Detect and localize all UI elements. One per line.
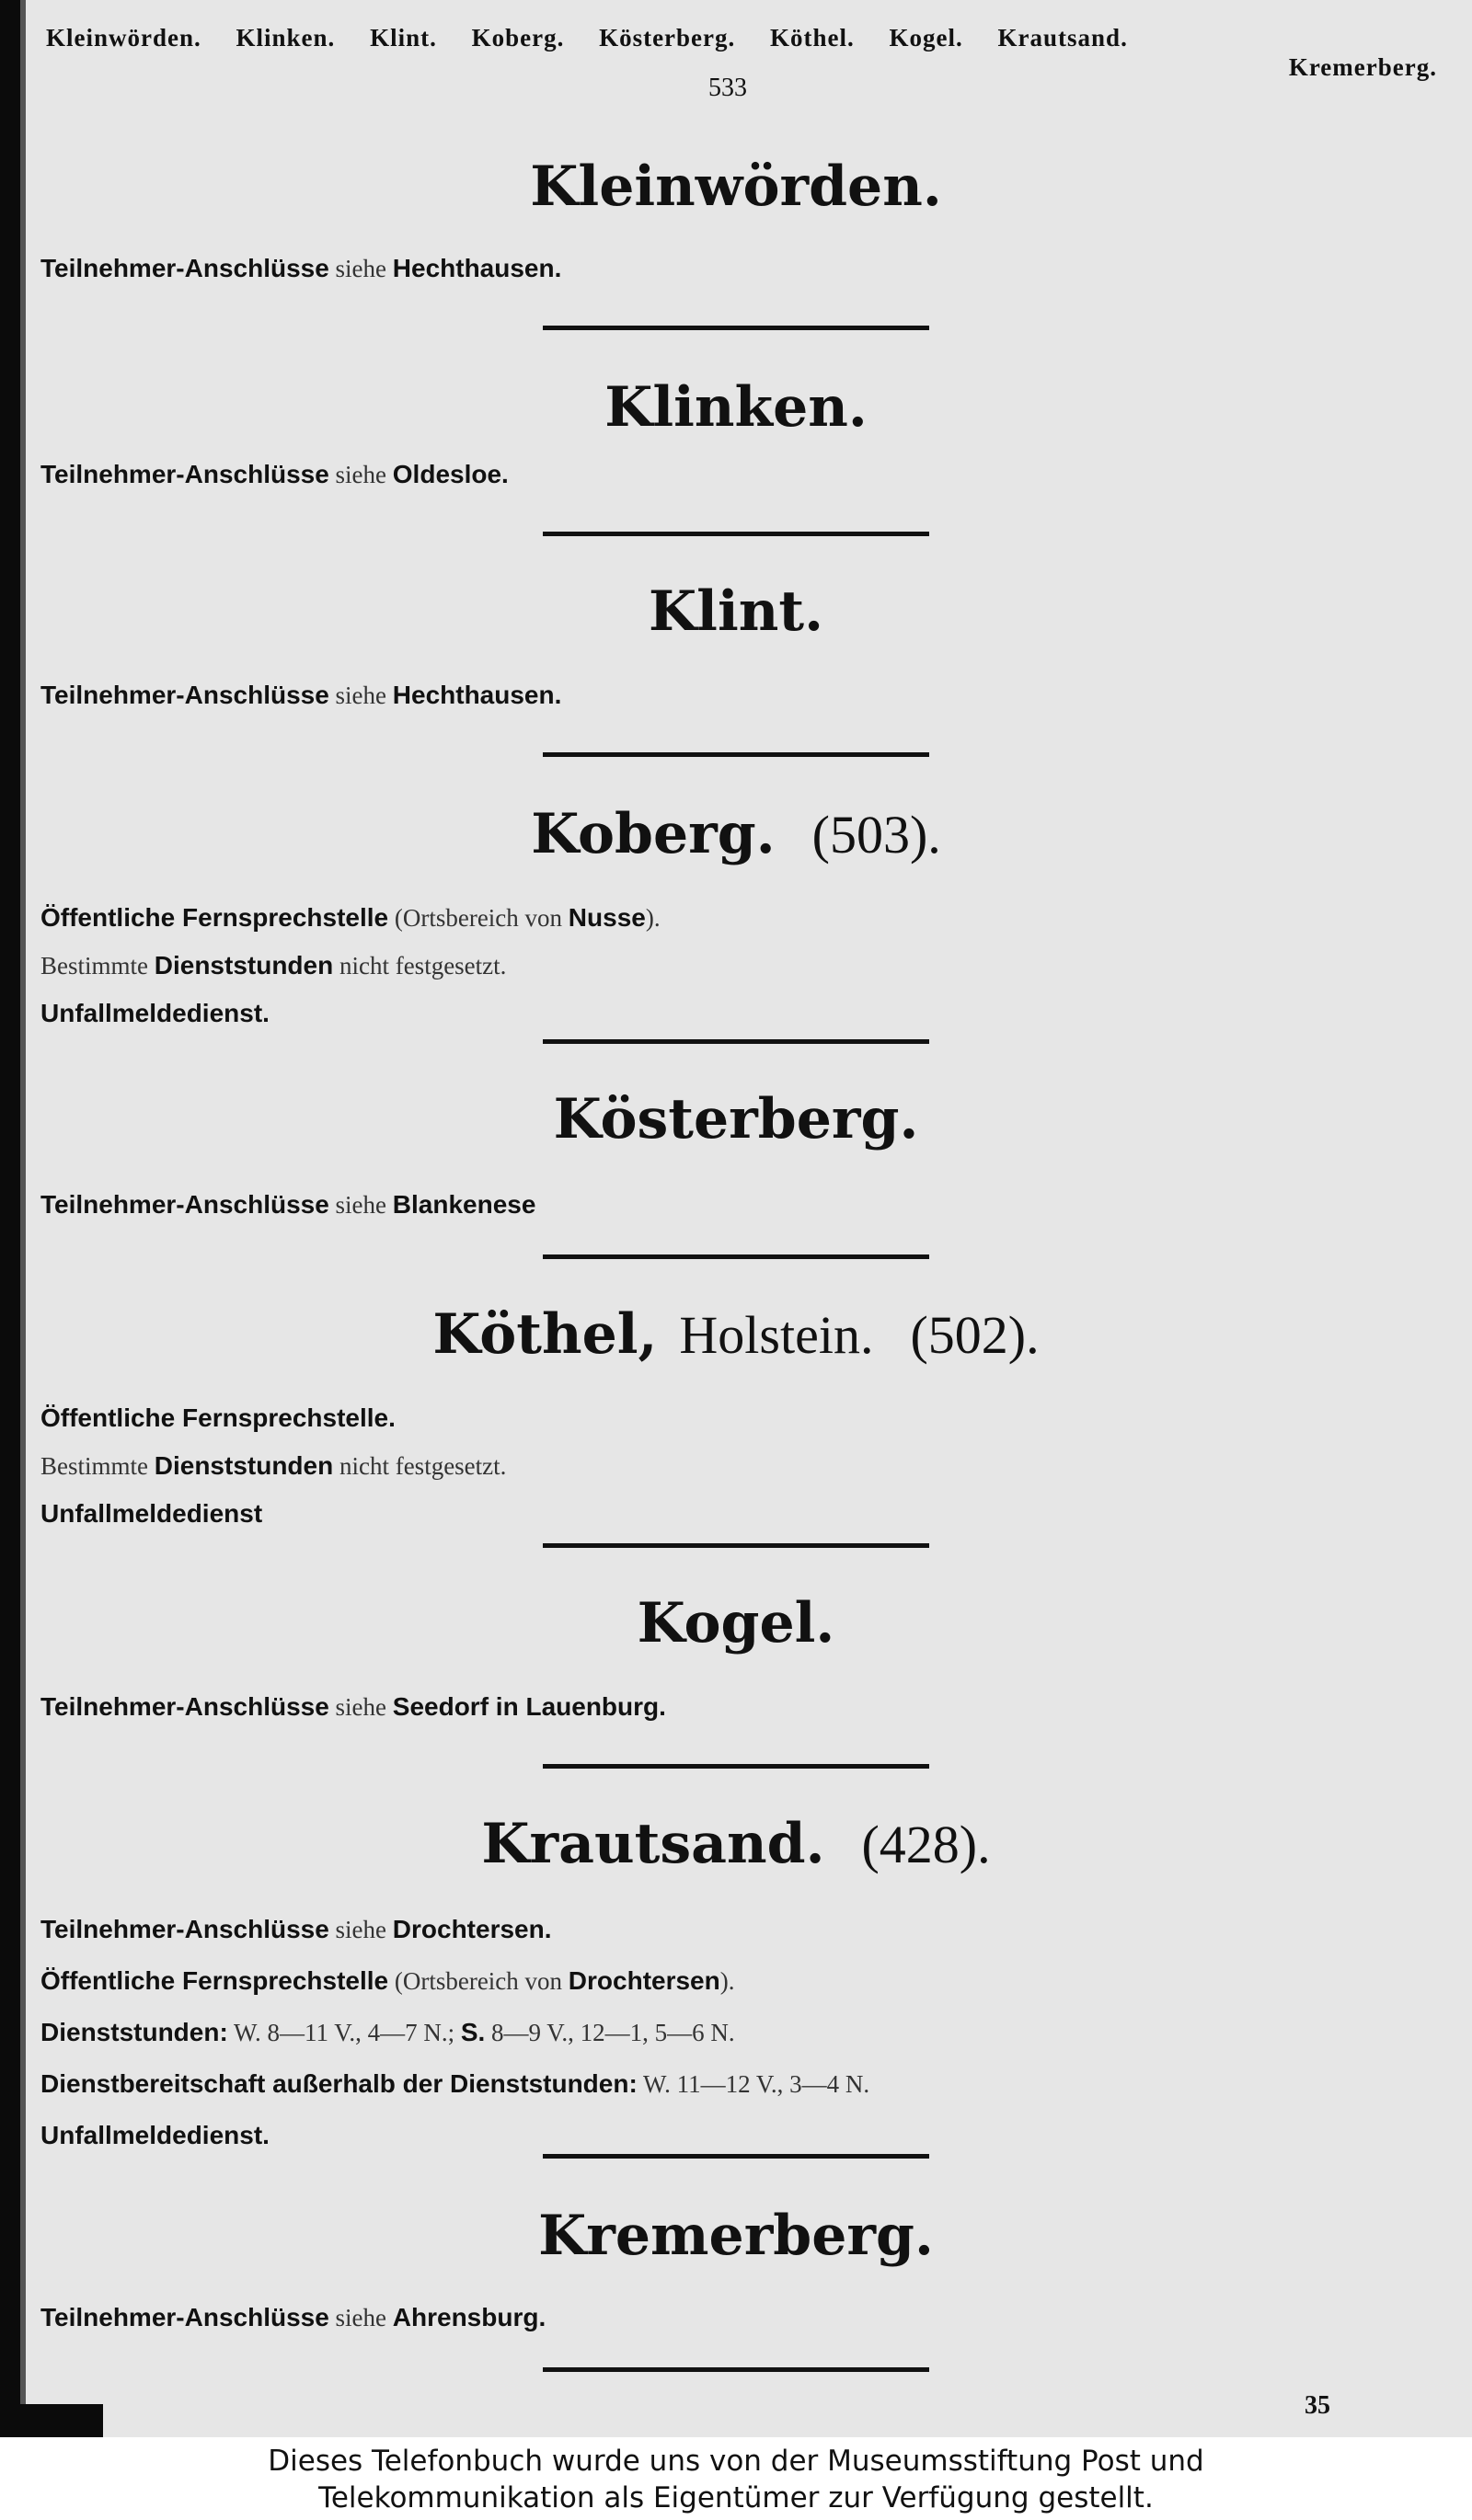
separator-rule bbox=[543, 1254, 929, 1259]
running-header bbox=[46, 24, 1444, 52]
place-name: Kremerberg. bbox=[538, 2204, 934, 2268]
entry-line: Teilnehmer-Anschlüsse siehe Hechthausen. bbox=[40, 254, 562, 282]
header-item: Klint. bbox=[370, 24, 437, 52]
place-heading bbox=[0, 375, 1472, 440]
entry-line: Teilnehmer-Anschlüsse siehe Hechthausen. bbox=[40, 681, 562, 709]
place-heading bbox=[0, 155, 1472, 219]
entry-line: Dienstbereitschaft außerhalb der Dienststunden: W. 11—12 V., 3—4 N. bbox=[40, 2069, 870, 2098]
binding-shadow bbox=[20, 0, 26, 2437]
region-name: Holstein. bbox=[679, 1305, 874, 1365]
place-name: Köthel, bbox=[432, 1302, 658, 1367]
exchange-code: (502). bbox=[910, 1305, 1040, 1365]
attribution-footer bbox=[0, 2437, 1472, 2520]
place-name: Klinken. bbox=[604, 375, 868, 440]
exchange-code: (503). bbox=[811, 805, 941, 865]
place-heading bbox=[0, 2204, 1472, 2268]
separator-rule bbox=[543, 2367, 929, 2372]
header-item: Klinken. bbox=[236, 24, 336, 52]
place-heading bbox=[0, 1087, 1472, 1151]
entry-line: Unfallmeldedienst. bbox=[40, 999, 270, 1027]
entry-line: Dienststunden: W. 8—11 V., 4—7 N.; S. 8—9 V., 12—1, 5—6 N. bbox=[40, 2018, 735, 2046]
attribution-line: Dieses Telefonbuch wurde uns von der Museumsstiftung Post und bbox=[268, 2445, 1204, 2478]
exchange-code: (428). bbox=[861, 1815, 991, 1874]
separator-rule bbox=[543, 1764, 929, 1769]
place-heading bbox=[0, 802, 1472, 866]
entry-line: Teilnehmer-Anschlüsse siehe Ahrensburg. bbox=[40, 2303, 546, 2331]
binding-edge bbox=[0, 0, 20, 2437]
place-heading bbox=[0, 1591, 1472, 1655]
entry-line: Öffentliche Fernsprechstelle. bbox=[40, 1403, 396, 1432]
entry-line: Bestimmte Dienststunden nicht festgesetzt. bbox=[40, 1451, 507, 1480]
place-heading bbox=[0, 1812, 1472, 1876]
separator-rule bbox=[543, 1543, 929, 1548]
separator-rule bbox=[543, 752, 929, 757]
header-item: Kogel. bbox=[889, 24, 963, 52]
place-name: Kösterberg. bbox=[553, 1087, 919, 1151]
entry-line: Teilnehmer-Anschlüsse siehe Drochtersen. bbox=[40, 1915, 552, 1943]
entry-line: Teilnehmer-Anschlüsse siehe Blankenese bbox=[40, 1190, 536, 1219]
entry-line: Teilnehmer-Anschlüsse siehe Oldesloe. bbox=[40, 460, 509, 488]
header-item: Koberg. bbox=[471, 24, 565, 52]
header-item: Kleinwörden. bbox=[46, 24, 201, 52]
entry-line: Unfallmeldedienst bbox=[40, 1499, 263, 1528]
separator-rule bbox=[543, 2154, 929, 2159]
separator-rule bbox=[543, 1039, 929, 1044]
running-header-second-line: Kremerberg. bbox=[1288, 53, 1437, 81]
page-number: 533 bbox=[708, 74, 747, 102]
separator-rule bbox=[543, 326, 929, 330]
place-name: Kleinwörden. bbox=[530, 155, 942, 219]
separator-rule bbox=[543, 532, 929, 536]
entry-line: Bestimmte Dienststunden nicht festgesetzt. bbox=[40, 951, 507, 979]
entry-line: Öffentliche Fernsprechstelle (Ortsbereich von Drochtersen). bbox=[40, 1966, 735, 1995]
place-name: Krautsand. bbox=[481, 1812, 825, 1876]
place-name: Klint. bbox=[649, 579, 823, 644]
header-item: Köthel. bbox=[770, 24, 855, 52]
header-item: Kösterberg. bbox=[599, 24, 736, 52]
folio-number: 35 bbox=[1305, 2391, 1330, 2420]
header-item: Krautsand. bbox=[997, 24, 1128, 52]
entry-line: Unfallmeldedienst. bbox=[40, 2121, 270, 2149]
entry-line: Öffentliche Fernsprechstelle (Ortsbereich von Nusse). bbox=[40, 903, 661, 932]
entry-line: Teilnehmer-Anschlüsse siehe Seedorf in Lauenburg. bbox=[40, 1692, 666, 1721]
attribution-line: Telekommunikation als Eigentümer zur Verfügung gestellt. bbox=[318, 2481, 1154, 2514]
scan-corner bbox=[0, 2404, 103, 2437]
place-name: Koberg. bbox=[531, 802, 776, 866]
place-heading bbox=[0, 579, 1472, 644]
place-name: Kogel. bbox=[637, 1591, 835, 1655]
place-heading bbox=[0, 1302, 1472, 1367]
